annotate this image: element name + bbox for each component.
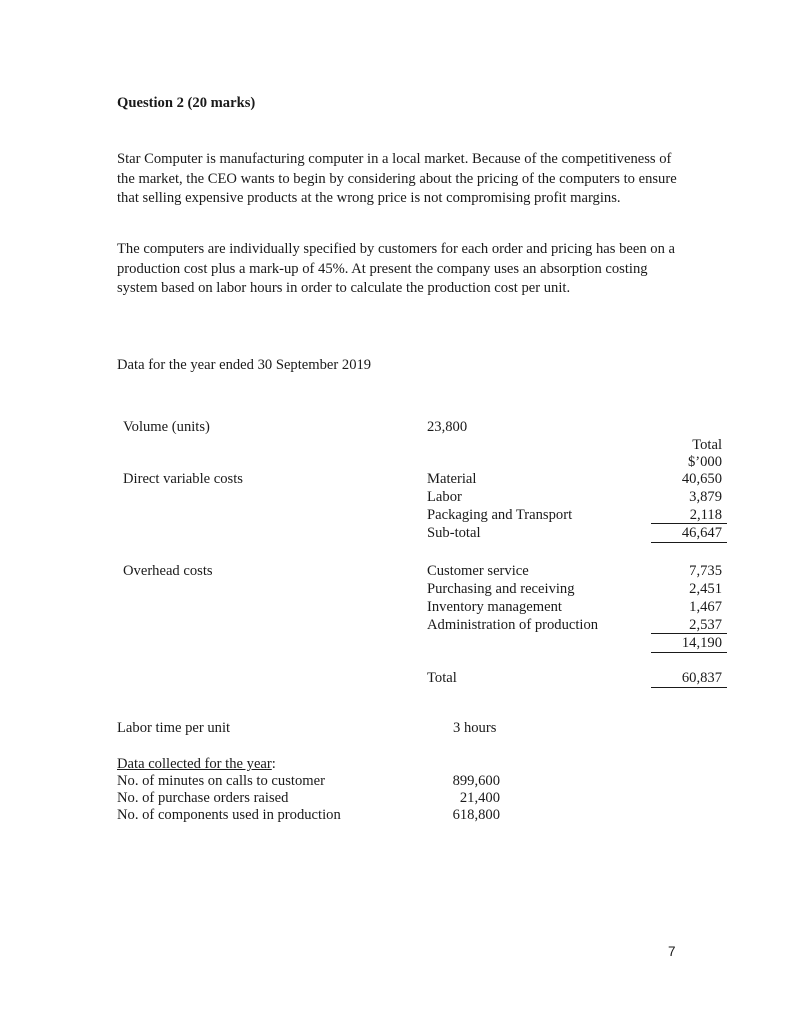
overhead-costs-label: Overhead costs [123, 563, 213, 579]
labor-time-label: Labor time per unit [117, 720, 231, 736]
intro-paragraph-1: Star Computer is manufacturing computer in a local market. Because of the competitiveness of the market, the CEO wants to begin by considering about the pricing of the computers to ensure that selling expensive products at the wrong price is not compromising profit margins. [117, 151, 677, 206]
collected-item-value: 21,400 [459, 790, 500, 806]
overhead-item-name: Customer service [427, 563, 529, 579]
overhead-item-value: 1,467 [689, 599, 722, 615]
direct-item-name: Labor [427, 489, 462, 505]
total-header-line2: $’000 [687, 454, 722, 470]
collected-item-label: No. of components used in production [117, 807, 341, 823]
collected-heading-colon: : [271, 756, 276, 772]
volume-label: Volume (units) [123, 419, 210, 435]
grand-total-value: 60,837 [681, 670, 722, 686]
overhead-bottom-rule [651, 652, 727, 653]
labor-time-value: 3 hours [453, 720, 497, 736]
grand-total-rule [651, 687, 727, 688]
direct-item-name: Packaging and Transport [427, 507, 573, 523]
question-heading: Question 2 (20 marks) [117, 95, 256, 111]
overhead-item-name: Inventory management [427, 599, 562, 615]
page-number: 7 [668, 944, 676, 959]
direct-costs-label: Direct variable costs [123, 471, 243, 487]
grand-total-label: Total [427, 670, 457, 686]
direct-subtotal-value: 46,647 [681, 525, 722, 541]
overhead-item-name: Purchasing and receiving [427, 581, 575, 597]
collected-item-value: 618,800 [452, 807, 500, 823]
overhead-item-value: 2,451 [689, 581, 722, 597]
direct-item-value: 40,650 [681, 471, 722, 487]
overhead-item-value: 2,537 [689, 617, 722, 633]
direct-item-value: 3,879 [689, 489, 722, 505]
overhead-subtotal-value: 14,190 [681, 635, 722, 651]
data-heading: Data for the year ended 30 September 2019 [117, 357, 372, 373]
overhead-item-value: 7,735 [689, 563, 722, 579]
subtotal-bottom-rule [651, 542, 727, 543]
collected-heading [117, 755, 276, 773]
direct-item-value: 2,118 [689, 507, 722, 523]
overhead-item-name: Administration of production [427, 617, 599, 633]
collected-item-value: 899,600 [452, 773, 500, 789]
intro-paragraph-2: The computers are individually specified by customers for each order and pricing has been on a production cost plus a mark-up of 45%. At present the company uses an absorption costing system based on labor hours in order to calculate the production cost per unit. [117, 241, 676, 296]
collected-heading-text: Data collected for the year [117, 756, 272, 772]
direct-subtotal-label: Sub-total [427, 525, 481, 541]
collected-item-label: No. of minutes on calls to customer [117, 773, 325, 789]
collected-item-label: No. of purchase orders raised [117, 790, 289, 806]
total-header-line1: Total [692, 437, 722, 453]
direct-item-name: Material [427, 471, 477, 487]
volume-value: 23,800 [427, 419, 468, 435]
